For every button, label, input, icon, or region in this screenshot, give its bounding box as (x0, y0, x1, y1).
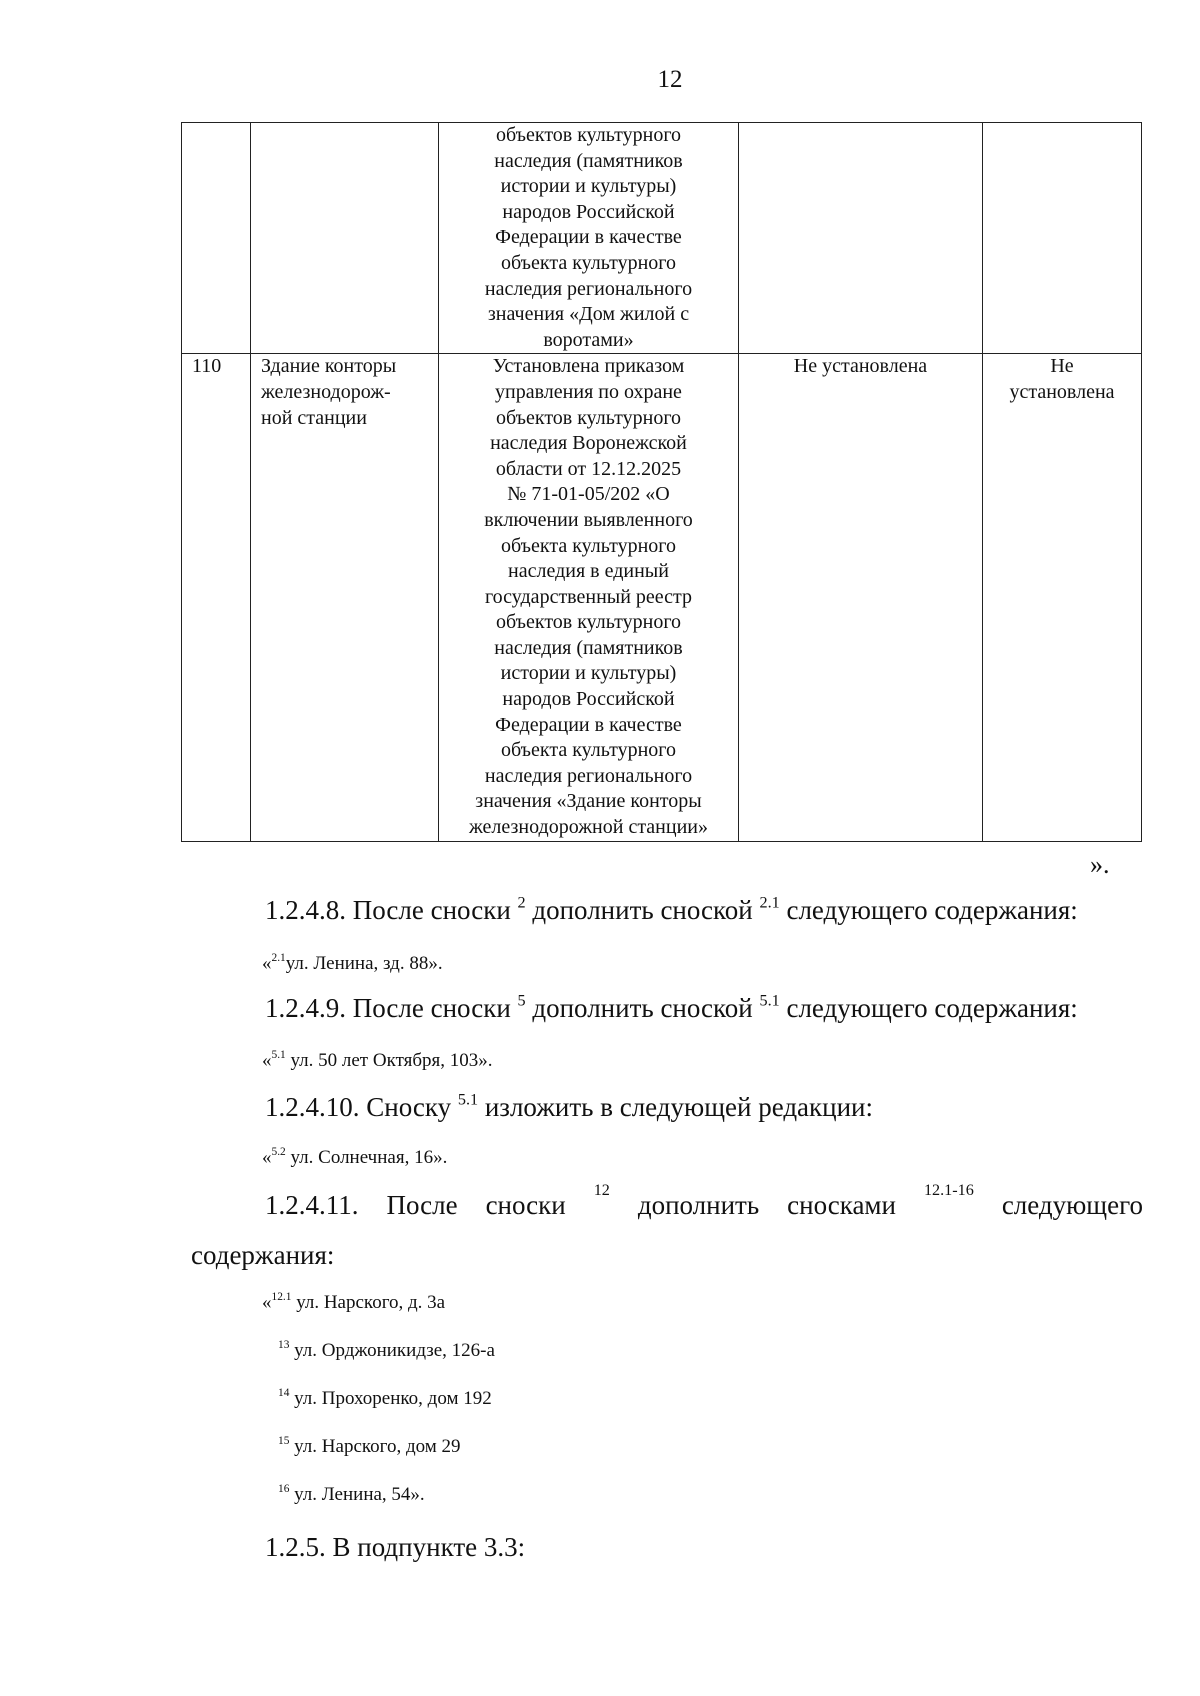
cell-line: значения «Здание конторы (475, 790, 702, 813)
paragraph-1-2-4-9: 1.2.4.9. После сноски $^5$ дополнить сноской $^{5.1}$ следующего содержания: (265, 991, 1078, 1023)
cell-line: объектов культурного (495, 124, 682, 146)
cell-line: истории и культуры) (500, 662, 677, 685)
paragraph-1-2-4-8: 1.2.4.8. После сноски $^2$ дополнить сноской $^{2.1}$ следующего содержания: (265, 893, 1078, 925)
table-row (182, 354, 1142, 841)
paragraph-1-2-5: 1.2.5. В подпункте 3.3: (265, 1532, 526, 1562)
paragraph-1-2-4-11: 1.2.4.11. После сноски 12 дополнить сносками 12.1-16 следующего (265, 1181, 1143, 1220)
cell-boundaries (739, 123, 983, 354)
cell-basis (439, 354, 739, 841)
cell-line: наследия Воронежской (490, 432, 687, 455)
cell-line: ной станции (261, 406, 367, 429)
cell-line: железнодорожной станции» (468, 816, 708, 839)
cell-line: Установлена приказом (492, 355, 685, 378)
cell-number (182, 354, 251, 841)
cell-line: государственный реестр (484, 585, 693, 608)
cell-line: наследия (памятников (494, 636, 683, 659)
cell-requirements (983, 354, 1142, 841)
cell-line: Здание конторы (261, 355, 397, 378)
cell-line: объектов культурного (495, 406, 682, 429)
cell-line: истории и культуры) (500, 175, 677, 198)
cell-line: наследия регионального (484, 764, 693, 787)
cell-line: № 71-01-05/202 «О (507, 483, 670, 506)
cell-line: воротами» (543, 328, 634, 351)
footnote-5-1: «$^{5.1}$ ул. 50 лет Октября, 103». (262, 1049, 493, 1071)
cell-line: объекта культурного (501, 534, 676, 557)
footnote-5-2: «$^{5.2}$ ул. Солнечная, 16». (262, 1146, 448, 1168)
table-row (182, 123, 1142, 354)
footnote-15: $^{15}$ ул. Нарского, дом 29 (278, 1435, 461, 1457)
page-number: 12 (657, 66, 683, 93)
paragraph-1-2-4-10: 1.2.4.10. Сноску $^{5.1}$ изложить в следующей редакции: (265, 1090, 874, 1122)
table-closing-quote: ». (1090, 850, 1110, 879)
cell-line: объекта культурного (501, 251, 676, 274)
cell-requirements (983, 123, 1142, 354)
cell-line: народов Российской (502, 200, 675, 223)
cell-line: установлена (1009, 380, 1115, 403)
footnote-12-1: «$^{12.1}$ ул. Нарского, д. 3а (262, 1291, 446, 1313)
cell-line: железнодорож- (261, 380, 391, 403)
footnote-2-1: «$^{2.1}$ул. Ленина, зд. 88». (262, 952, 443, 974)
cell-line: наследия (памятников (494, 149, 683, 172)
cell-line: области от 12.12.2025 (495, 457, 682, 480)
cell-boundaries (739, 354, 983, 841)
cell-line: включении выявленного (484, 508, 693, 531)
cell-object-name (251, 123, 439, 354)
cell-line: объектов культурного (495, 611, 682, 634)
cell-line: управления по охране (495, 380, 682, 403)
footnote-13: $^{13}$ ул. Орджоникидзе, 126-а (278, 1339, 495, 1361)
cell-line: народов Российской (502, 688, 675, 711)
cell-basis (439, 123, 739, 354)
cell-object-name (251, 354, 439, 841)
cell-line: Не установлена (793, 355, 928, 378)
registry-table (181, 122, 1142, 842)
cell-line: 110 (192, 355, 222, 378)
paragraph-1-2-4-11-continuation: содержания: (191, 1240, 335, 1270)
cell-line: объекта культурного (501, 739, 676, 762)
cell-line: Федерации в качестве (495, 226, 682, 249)
cell-line: значения «Дом жилой с (487, 303, 690, 326)
footnote-16: $^{16}$ ул. Ленина, 54». (278, 1483, 425, 1505)
cell-number (182, 123, 251, 354)
cell-line: наследия в единый (508, 560, 669, 583)
cell-line: Не (1050, 355, 1074, 378)
footnote-14: $^{14}$ ул. Прохоренко, дом 192 (278, 1387, 492, 1409)
cell-line: Федерации в качестве (495, 713, 682, 736)
cell-line: наследия регионального (484, 277, 693, 300)
